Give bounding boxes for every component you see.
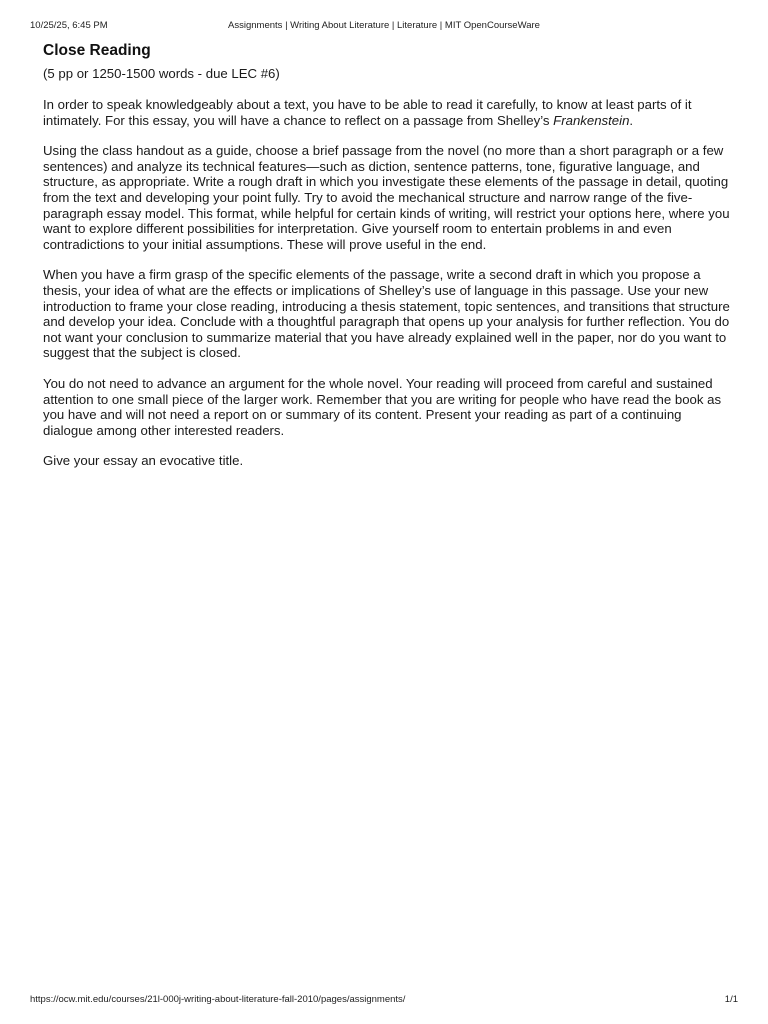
paragraph-intro <box>43 97 733 128</box>
print-footer <box>30 993 738 1007</box>
print-page-title: Assignments | Writing About Literature | Literature | MIT OpenCourseWare <box>228 20 540 31</box>
paragraph-intro-end: . <box>629 112 634 128</box>
assignment-content <box>43 41 733 484</box>
book-title-emphasis: Frankenstein <box>553 112 630 128</box>
paragraph-rough-draft: Using the class handout as a guide, choose a brief passage from the novel (no more than a short paragraph or a few sentences) and analyze its technical features—such as diction, sentence patterns, tone, figurative language, and structure, as appropriate. Write a rough draft in which you investigate these elements of the passage in detail, quoting from the text and developing your point fully. Try to avoid the mechanical structure and narrow range of the five-paragraph essay model. This format, while helpful for certain kinds of writing, will restrict your options here, where you want to explore different possibilities for interpretation. Give yourself room to entertain problems in and even contradictions to your initial assumptions. These will prove useful in the end. <box>43 143 730 252</box>
assignment-subtitle: (5 pp or 1250-1500 words - due LEC #6) <box>43 66 280 81</box>
page-indicator: 1/1 <box>724 994 738 1005</box>
assignment-heading: Close Reading <box>43 42 151 59</box>
paragraph-second-draft: When you have a firm grasp of the specific elements of the passage, write a second draft in which you propose a thesis, your idea of what are the effects or implications of Shelley’s use of language in this passage. Use your new introduction to frame your close reading, introducing a thesis statement, topic sentences, and transitions that structure and develop your idea. Conclude with a thoughtful paragraph that opens up your analysis for further reflection. You do not want your conclusion to summarize material that you have already explained well in the paper, nor do you want to suggest that the subject is closed. <box>43 267 730 361</box>
paragraph-intro-text: In order to speak knowledgeably about a text, you have to be able to read it carefully, to know at least parts of it intimately. For this essay, you will have a chance to reflect on a passage from Shelley’s <box>43 97 692 128</box>
print-header <box>30 19 738 33</box>
print-datetime: 10/25/25, 6:45 PM <box>30 20 108 31</box>
paragraph-title-instruction: Give your essay an evocative title. <box>43 453 244 469</box>
print-url: https://ocw.mit.edu/courses/21l-000j-writing-about-literature-fall-2010/pages/assignments/ <box>30 994 406 1005</box>
paragraph-scope: You do not need to advance an argument for the whole novel. Your reading will proceed from careful and sustained attention to one small piece of the larger work. Remember that you are writing for people who have read the book as you have and will not need a report on or summary of its content. Present your reading as part of a continuing dialogue among other interested readers. <box>43 375 722 438</box>
